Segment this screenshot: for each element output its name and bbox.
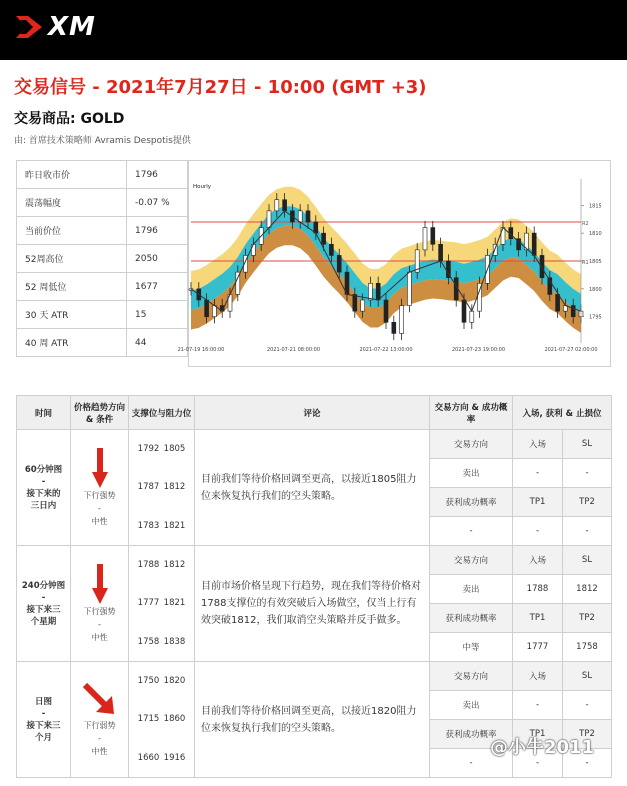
timeframe-label: 240分钟图 [21, 580, 66, 591]
sr-pair [129, 707, 194, 731]
resistance-level: 1812 [163, 560, 186, 571]
candle [376, 283, 380, 300]
candle [205, 300, 209, 317]
candle [337, 255, 341, 272]
comment-cell: 目前我们等待价格回调至更高，以接近1820阻力位来恢复执行我们的空头策略。 [195, 662, 430, 778]
probability-value: 中等 [430, 633, 513, 662]
support-level: 1787 [137, 482, 160, 493]
resistance-level: 1860 [163, 714, 186, 725]
trend-cell [71, 662, 129, 778]
header-comment: 评论 [195, 396, 430, 430]
support-resistance-cell [129, 546, 195, 662]
brand-name: XM [48, 12, 96, 42]
signal-row [17, 430, 612, 459]
candle [556, 294, 560, 311]
tp2-header: TP2 [563, 604, 612, 633]
comment-cell: 目前市场价格呈现下行趋势，现在我们等待价格对1788支撑位的有效突破后入场做空，仅当上行有效突破1812，我们取消空头策略并反手做多。 [195, 546, 430, 662]
timeframe-cell [17, 662, 71, 778]
direction-value: 卖出 [430, 691, 513, 720]
y-tick-label: 1810 [589, 231, 602, 238]
sr-pair [129, 437, 194, 461]
info-value: 1796 [127, 217, 188, 245]
info-row [17, 217, 188, 245]
price-chart [177, 160, 611, 367]
candle [361, 300, 365, 311]
signals-header-row [17, 396, 612, 430]
probability-header: 获利成功概率 [430, 720, 513, 749]
timeframe-sep: - [41, 592, 46, 603]
resistance-level: 1821 [163, 598, 186, 609]
watermark: @小牛2011 [490, 737, 595, 758]
tp1-header: TP1 [513, 720, 563, 749]
resistance-level: 1821 [163, 520, 186, 531]
support-level: 1758 [137, 636, 160, 647]
header-support-resistance: 支撑位与阻力位 [129, 396, 195, 430]
timeframe-horizon: 接下来三个月 [26, 720, 61, 743]
xm-logo-icon [14, 14, 44, 40]
candle [283, 200, 287, 211]
timeframe-sep: - [41, 708, 46, 719]
candle [353, 294, 357, 311]
diagonal-down-arrow-icon [82, 682, 118, 718]
x-tick-label: 21-07-19 16:00:00 [177, 347, 225, 353]
sr-pair [129, 669, 194, 693]
support-level: 1660 [137, 752, 160, 763]
tp1-header: TP1 [513, 604, 563, 633]
candle [423, 228, 427, 250]
y-tick-label: 1805 [589, 259, 602, 265]
down-arrow-icon [92, 564, 108, 604]
header-time: 时间 [17, 396, 71, 430]
tp1-header: TP1 [513, 488, 563, 517]
tp2-header: TP2 [563, 720, 612, 749]
info-label: 52周高位 [17, 245, 127, 273]
provider-credit: 由: 首席技术策略师 Avramis Despotis提供 [14, 136, 191, 146]
sl-header: SL [563, 546, 612, 575]
x-tick-label: 2021-07-21 08:00:00 [266, 347, 321, 353]
sr-pair [129, 630, 194, 654]
candle [298, 211, 302, 222]
candle [267, 211, 271, 228]
signals-table [16, 395, 612, 778]
support-level: 1777 [137, 598, 160, 609]
direction-value: 卖出 [430, 459, 513, 488]
info-row [17, 329, 188, 357]
candle [392, 322, 396, 333]
candle [532, 233, 536, 255]
trend-label: 下行强势 [83, 491, 116, 500]
tp2-value: - [563, 517, 612, 546]
support-resistance-cell [129, 430, 195, 546]
comment-cell: 目前我们等待价格回调至更高，以接近1805阻力位来恢复执行我们的空头策略。 [195, 430, 430, 546]
resistance-level: 1838 [163, 636, 186, 647]
probability-value: - [430, 749, 513, 778]
trend-condition: 中性 [91, 747, 108, 756]
candle [462, 300, 466, 322]
entry-value: 1788 [513, 575, 563, 604]
sl-value: - [563, 691, 612, 720]
candle [306, 211, 310, 222]
sr-pair [129, 475, 194, 499]
candle [400, 306, 404, 334]
entry-value: - [513, 691, 563, 720]
support-level: 1788 [137, 560, 160, 571]
tp1-value: - [513, 517, 563, 546]
candle [251, 244, 255, 255]
resistance-level: 1820 [163, 676, 186, 687]
info-value: 44 [127, 329, 188, 357]
direction-header: 交易方向 [430, 662, 513, 691]
xm-logo[interactable] [14, 12, 96, 42]
info-label: 当前价位 [17, 217, 127, 245]
candle [329, 244, 333, 255]
product-title: 交易商品: GOLD [14, 111, 125, 127]
page-title: 交易信号 - 2021年7月27日 - 10:00 (GMT +3) [14, 77, 427, 98]
trend-label: 下行强势 [83, 607, 116, 616]
info-label: 52 周低位 [17, 273, 127, 301]
info-row [17, 301, 188, 329]
tp2-header: TP2 [563, 488, 612, 517]
candle [439, 244, 443, 261]
resistance-level: 1916 [163, 752, 186, 763]
chart-title: Hourly [193, 184, 212, 190]
trend-label: 下行弱势 [83, 721, 116, 730]
direction-value: 卖出 [430, 575, 513, 604]
candle [571, 306, 575, 317]
tp2-value: 1758 [563, 633, 612, 662]
direction-header: 交易方向 [430, 430, 513, 459]
candle [212, 306, 216, 317]
y-tick-label: 1800 [589, 286, 602, 293]
y-tick-label: 1795 [589, 314, 602, 321]
timeframe-cell [17, 546, 71, 662]
timeframe-horizon: 接下来三个星期 [26, 604, 61, 627]
y-tick-label: 1815 [589, 203, 602, 210]
entry-header: 入场 [513, 430, 563, 459]
probability-header: 获利成功概率 [430, 488, 513, 517]
trend-sep: - [98, 620, 101, 629]
x-tick-label: 2021-07-23 19:00:00 [451, 347, 506, 353]
signal-row [17, 546, 612, 575]
chart-svg [177, 161, 610, 366]
x-tick-label: 2021-07-22 13:00:00 [359, 347, 413, 353]
timeframe-horizon: 接下来的三日内 [26, 488, 61, 511]
header-bar [0, 0, 627, 60]
level-label: R1 [582, 260, 589, 266]
sr-pair [129, 746, 194, 770]
info-label: 昨日收市价 [17, 161, 127, 189]
sl-header: SL [563, 430, 612, 459]
info-value: 1677 [127, 273, 188, 301]
info-value: -0.07 % [127, 189, 188, 217]
trend-sep: - [98, 504, 101, 513]
info-row [17, 273, 188, 301]
tp1-value: - [513, 749, 563, 778]
support-level: 1750 [137, 676, 160, 687]
header-trend: 价格趋势方向 & 条件 [71, 396, 129, 430]
candle [322, 233, 326, 244]
candle [384, 300, 388, 322]
header-levels: 入场, 获利 & 止损位 [513, 396, 612, 430]
timeframe-cell [17, 430, 71, 546]
header-direction: 交易方向 & 成功概率 [430, 396, 513, 430]
candle [407, 272, 411, 305]
support-level: 1792 [137, 444, 160, 455]
trend-condition: 中性 [91, 517, 108, 526]
sl-header: SL [563, 662, 612, 691]
candle [368, 283, 372, 300]
info-value: 1796 [127, 161, 188, 189]
trend-cell [71, 546, 129, 662]
info-label: 30 天 ATR [17, 301, 127, 329]
level-label: R2 [582, 221, 589, 227]
info-row [17, 189, 188, 217]
resistance-level: 1805 [163, 444, 186, 455]
sl-value: 1812 [563, 575, 612, 604]
entry-value: - [513, 459, 563, 488]
trend-condition: 中性 [91, 633, 108, 642]
direction-header: 交易方向 [430, 546, 513, 575]
sr-pair [129, 591, 194, 615]
trend-cell [71, 430, 129, 546]
candle [431, 228, 435, 245]
candle [314, 222, 318, 233]
timeframe-label: 日图 [34, 696, 52, 707]
timeframe-sep: - [41, 476, 46, 487]
down-arrow-icon [92, 448, 108, 488]
support-resistance-cell [129, 662, 195, 778]
timeframe-label: 60分钟图 [24, 464, 63, 475]
support-level: 1783 [137, 520, 160, 531]
support-level: 1715 [137, 714, 160, 725]
trend-sep: - [98, 734, 101, 743]
sl-value: - [563, 459, 612, 488]
info-label: 40 周 ATR [17, 329, 127, 357]
info-label: 震荡幅度 [17, 189, 127, 217]
info-value: 15 [127, 301, 188, 329]
probability-value: - [430, 517, 513, 546]
signal-row [17, 662, 612, 691]
tp2-value: - [563, 749, 612, 778]
sr-pair [129, 553, 194, 577]
entry-header: 入场 [513, 546, 563, 575]
sr-pair [129, 514, 194, 538]
market-info-table [16, 160, 188, 357]
tp1-value: 1777 [513, 633, 563, 662]
candle [470, 311, 474, 322]
probability-header: 获利成功概率 [430, 604, 513, 633]
info-row [17, 161, 188, 189]
info-row [17, 245, 188, 273]
resistance-level: 1812 [163, 482, 186, 493]
candle [275, 200, 279, 211]
info-value: 2050 [127, 245, 188, 273]
x-tick-label: 2021-07-27 02:00:00 [544, 347, 598, 353]
entry-header: 入场 [513, 662, 563, 691]
